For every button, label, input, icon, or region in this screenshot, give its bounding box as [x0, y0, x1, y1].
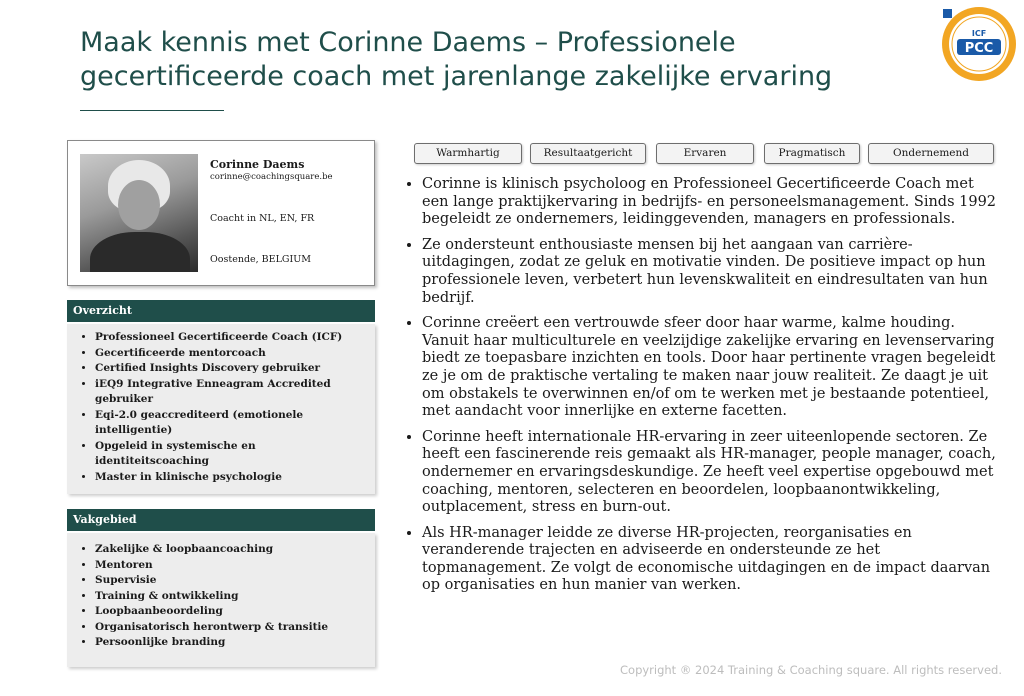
page-title: Maak kennis met Corinne Daems – Professionele gecertificeerde coach met jarenlange zakelijke ervaring [80, 27, 833, 92]
bio-paragraph: • Ze ondersteunt enthousiaste mensen bij het aangaan van carrière-uitdagingen, zodat ze geluk en motivatie vinden. De positieve impact op hun professionele leven, verbetert hun levenskwaliteit en eindresultaten van hun bedrijf. [422, 237, 998, 307]
tag-ondernemend: Ondernemend [868, 143, 994, 164]
bio-paragraph: • Corinne heeft internationale HR-ervaring in zeer uiteenlopende sectoren. Ze heeft een fascinerende reis gemaakt als HR-manager, people manager, coach, ondernemer en ervaringsdeskundige. Ze heeft veel expertise opgebouwd met coaching, mentoren, selecteren en beoordelen, loopbaanontwikkeling, outplacement, stress en burn-out. [422, 429, 998, 517]
expertise-item: • Mentoren [95, 558, 367, 574]
title-underline [80, 110, 224, 111]
overview-box [67, 324, 375, 494]
overview-item: • iEQ9 Integrative Enneagram Accredited gebruiker [95, 377, 367, 408]
tag-warmhartig: Warmhartig [414, 143, 522, 164]
overview-item: • Certified Insights Discovery gebruiker [95, 361, 367, 377]
bio-list [398, 176, 998, 595]
icf-pcc-badge [941, 6, 1017, 82]
bio-paragraph: • Corinne creëert een vertrouwde sfeer door haar warme, kalme houding. Vanuit haar multiculturele en veelzijdige zakelijke ervaring en levenservaring biedt ze toepasbare inzichten en tools. Door haar pertinente vragen begeleidt ze je om de praktische vertaling te maken naar jouw realiteit. Ze daagt je uit om obstakels te overwinnen en/of om te werken met je bestaande potentieel, met aandacht voor innerlijke en externe facetten. [422, 315, 998, 421]
expertise-item: • Persoonlijke branding [95, 635, 367, 651]
expertise-item: • Zakelijke & loopbaancoaching [95, 542, 367, 558]
profile-card [67, 140, 375, 286]
bio-section [398, 176, 998, 603]
overview-item: • Eqi-2.0 geaccrediteerd (emotionele intelligentie) [95, 408, 367, 439]
expertise-item: • Supervisie [95, 573, 367, 589]
overview-item: • Opgeleid in systemische en identiteitscoaching [95, 439, 367, 470]
profile-name: Corinne Daems [210, 158, 305, 171]
expertise-list [79, 542, 367, 651]
pcc-badge-icon [941, 6, 1017, 82]
expertise-box [67, 533, 375, 667]
expertise-item: • Training & ontwikkeling [95, 589, 367, 605]
bio-paragraph: • Corinne is klinisch psycholoog en Professioneel Gecertificeerde Coach met een lange praktijkervaring in bedrijfs- en personeelsmanagement. Sinds 1992 begeleidt ze ondernemers, leidinggevenden, managers en professionals. [422, 176, 998, 229]
bio-paragraph: • Als HR-manager leidde ze diverse HR-projecten, reorganisaties en veranderende trajecten en adviseerde en ondersteunde ze het topmanagement. Ze volgt de economische uitdagingen en de impact daarvan op organisaties en hun manier van werken. [422, 525, 998, 595]
copyright-footer: Copyright ® 2024 Training & Coaching square. All rights reserved. [620, 663, 1002, 677]
profile-photo [80, 154, 198, 272]
tag-ervaren: Ervaren [656, 143, 754, 164]
profile-location: Oostende, BELGIUM [210, 254, 311, 265]
overview-heading: Overzicht [67, 300, 375, 322]
badge-text: PCC [964, 41, 994, 56]
tag-resultaatgericht: Resultaatgericht [530, 143, 646, 164]
overview-list [79, 330, 367, 485]
tag-pragmatisch: Pragmatisch [764, 143, 860, 164]
overview-item: • Gecertificeerde mentorcoach [95, 346, 367, 362]
badge-org: ICF [971, 29, 987, 38]
overview-item: • Professioneel Gecertificeerde Coach (ICF) [95, 330, 367, 346]
profile-email[interactable]: corinne@coachingsquare.be [210, 172, 333, 182]
expertise-heading: Vakgebied [67, 509, 375, 531]
profile-languages: Coacht in NL, EN, FR [210, 213, 315, 224]
expertise-item: • Organisatorisch herontwerp & transitie [95, 620, 367, 636]
expertise-item: • Loopbaanbeoordeling [95, 604, 367, 620]
overview-item: • Master in klinische psychologie [95, 470, 367, 486]
